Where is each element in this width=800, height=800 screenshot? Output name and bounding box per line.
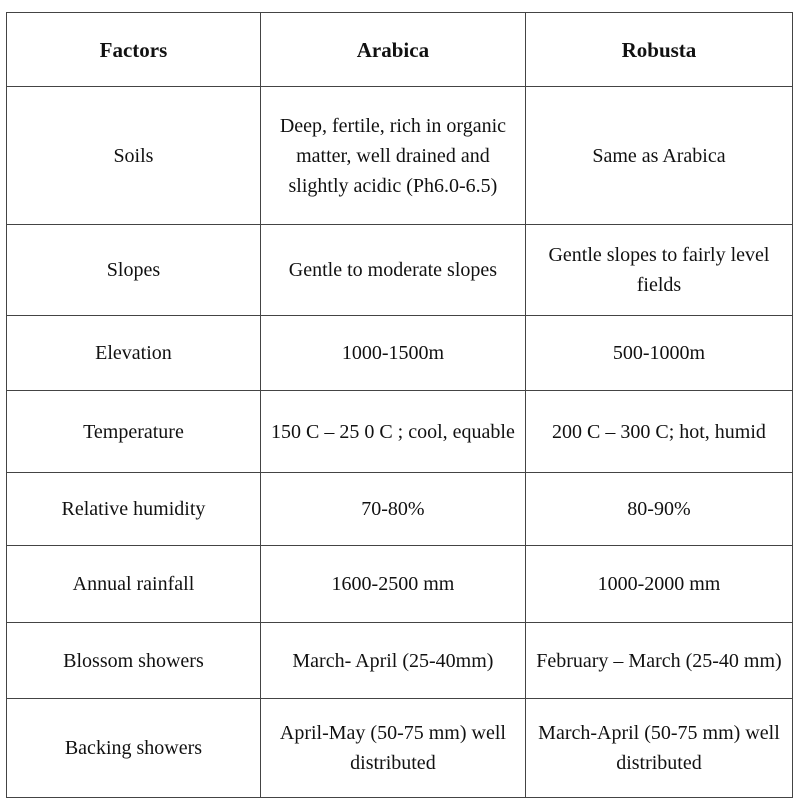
table-header-row bbox=[7, 13, 793, 87]
factor-cell: Backing showers bbox=[7, 699, 261, 798]
factor-cell: Relative humidity bbox=[7, 473, 261, 546]
table-row bbox=[7, 546, 793, 623]
table-row bbox=[7, 316, 793, 391]
robusta-cell: March-April (50-75 mm) well distributed bbox=[525, 699, 792, 798]
robusta-cell: 500-1000m bbox=[525, 316, 792, 391]
table-row bbox=[7, 623, 793, 699]
factor-cell: Slopes bbox=[7, 225, 261, 316]
robusta-cell: Same as Arabica bbox=[525, 87, 792, 225]
factor-cell: Temperature bbox=[7, 391, 261, 473]
table-container bbox=[6, 12, 793, 798]
robusta-cell: 200 C – 300 C; hot, humid bbox=[525, 391, 792, 473]
table-row bbox=[7, 391, 793, 473]
arabica-cell: 1000-1500m bbox=[260, 316, 525, 391]
factor-cell: Soils bbox=[7, 87, 261, 225]
arabica-cell: 1600-2500 mm bbox=[260, 546, 525, 623]
table-row bbox=[7, 699, 793, 798]
arabica-cell: 150 C – 25 0 C ; cool, equable bbox=[260, 391, 525, 473]
robusta-cell: 80-90% bbox=[525, 473, 792, 546]
robusta-cell: Gentle slopes to fairly level fields bbox=[525, 225, 792, 316]
header-robusta: Robusta bbox=[525, 13, 792, 87]
table-row bbox=[7, 87, 793, 225]
robusta-cell: 1000-2000 mm bbox=[525, 546, 792, 623]
table-row bbox=[7, 473, 793, 546]
factor-cell: Elevation bbox=[7, 316, 261, 391]
factor-cell: Blossom showers bbox=[7, 623, 261, 699]
table-row bbox=[7, 225, 793, 316]
arabica-cell: March- April (25-40mm) bbox=[260, 623, 525, 699]
header-arabica: Arabica bbox=[260, 13, 525, 87]
arabica-cell: 70-80% bbox=[260, 473, 525, 546]
robusta-cell: February – March (25-40 mm) bbox=[525, 623, 792, 699]
arabica-cell: Deep, fertile, rich in organic matter, well drained and slightly acidic (Ph6.0-6.5) bbox=[260, 87, 525, 225]
header-factors: Factors bbox=[7, 13, 261, 87]
arabica-cell: Gentle to moderate slopes bbox=[260, 225, 525, 316]
arabica-cell: April-May (50-75 mm) well distributed bbox=[260, 699, 525, 798]
factor-cell: Annual rainfall bbox=[7, 546, 261, 623]
comparison-table bbox=[6, 12, 793, 798]
